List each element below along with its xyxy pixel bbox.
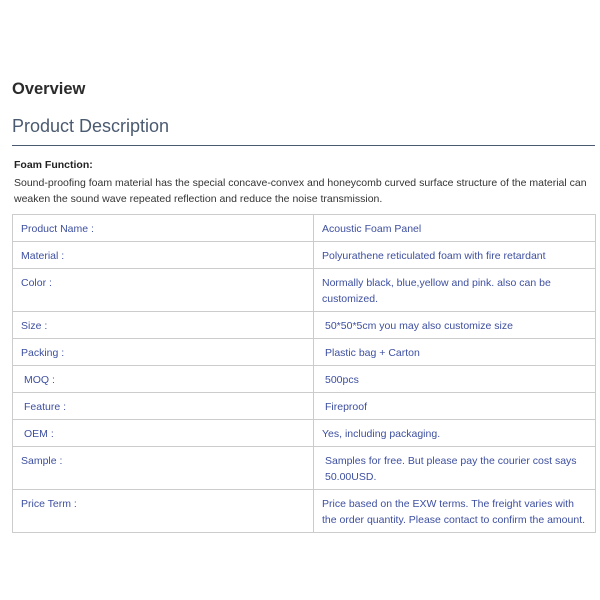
spec-key: Packing : [13,339,314,366]
spec-key: Size : [13,312,314,339]
spec-key: OEM : [13,420,314,447]
product-overview [12,78,595,533]
spec-value: Normally black, blue,yellow and pink. also can be customized. [314,269,596,312]
spec-value: 50*50*5cm you may also customize size [314,312,596,339]
table-row [13,269,596,312]
spec-value: Price based on the EXW terms. The freight varies with the order quantity. Please contact to confirm the amount. [314,490,596,533]
table-row [13,215,596,242]
table-row [13,242,596,269]
spec-table [12,214,596,533]
product-description-title: Product Description [12,114,595,146]
table-row [13,366,596,393]
table-row [13,490,596,533]
spec-key: Material : [13,242,314,269]
foam-function-label: Foam Function: [14,159,93,171]
spec-value: 500pcs [314,366,596,393]
spec-value: Polyurathene reticulated foam with fire retardant [314,242,596,269]
spec-key: Product Name : [13,215,314,242]
spec-value: Fireproof [314,393,596,420]
spec-value: Acoustic Foam Panel [314,215,596,242]
spec-value: Samples for free. But please pay the courier cost says 50.00USD. [314,447,596,490]
spec-key: Feature : [13,393,314,420]
table-row [13,312,596,339]
spec-value: Plastic bag + Carton [314,339,596,366]
table-row [13,393,596,420]
overview-heading: Overview [12,80,86,98]
table-row [13,447,596,490]
spec-key: Color : [13,269,314,312]
spec-key: Price Term : [13,490,314,533]
foam-function-text: Sound-proofing foam material has the special concave-convex and honeycomb curved surface structure of the material can weaken the sound wave repeated reflection and reduce the noise transmission. [14,177,587,205]
table-row [13,420,596,447]
spec-key: Sample : [13,447,314,490]
spec-value: Yes, including packaging. [314,420,596,447]
table-row [13,339,596,366]
spec-key: MOQ : [13,366,314,393]
